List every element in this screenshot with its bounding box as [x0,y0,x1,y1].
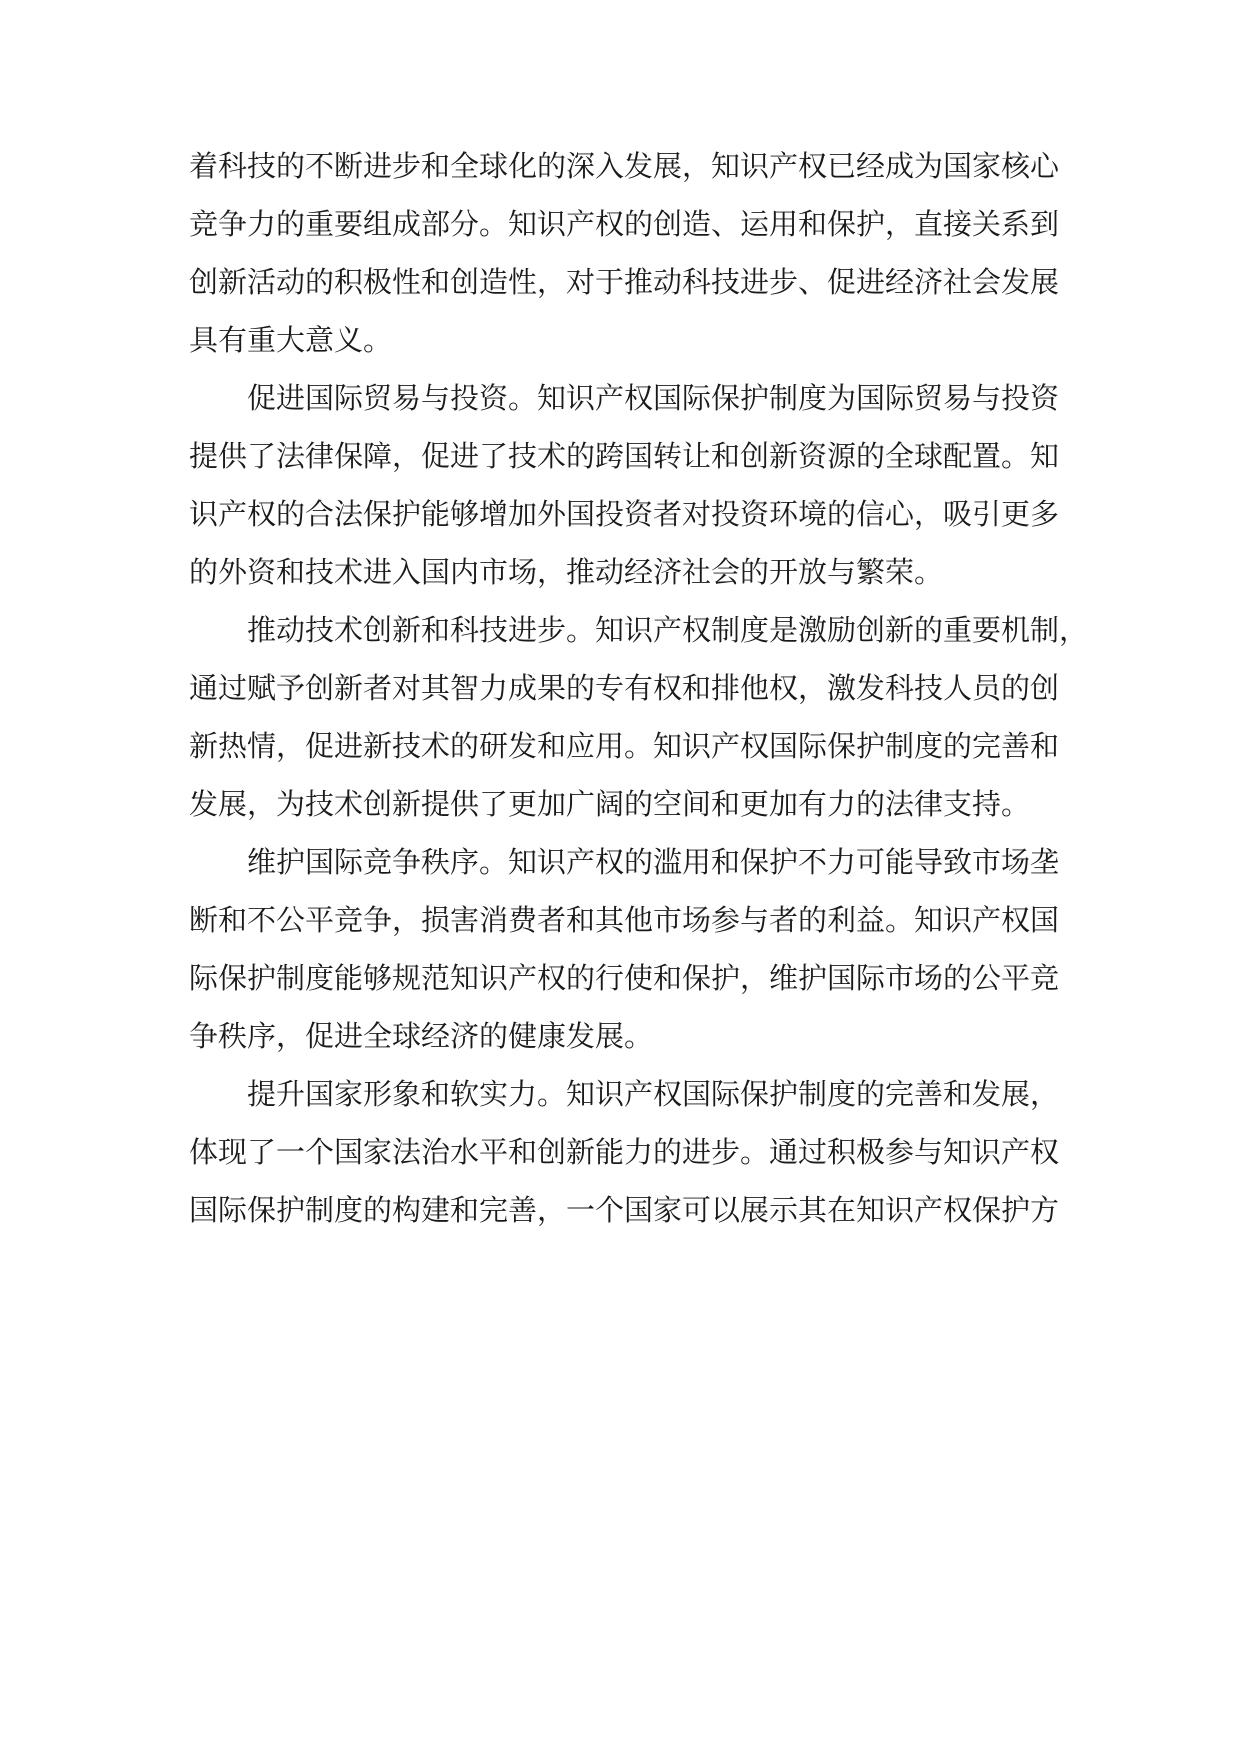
text-line: 识产权的合法保护能够增加外国投资者对投资环境的信心，吸引更多 [189,497,1060,531]
text-line: 际保护制度能够规范知识产权的行使和保护，维护国际市场的公平竞 [189,961,1060,995]
text-line: 断和不公平竞争，损害消费者和其他市场参与者的利益。知识产权国 [189,903,1060,937]
body-text [189,137,1089,1239]
paragraph [189,369,1060,601]
text-line: 具有重大意义。 [189,323,393,357]
text-line: 争秩序，促进全球经济的健康发展。 [189,1019,654,1053]
paragraph [189,137,1060,369]
text-line: 通过赋予创新者对其智力成果的专有权和排他权，激发科技人员的创 [189,671,1060,705]
paragraph [189,1065,1060,1239]
text-line: 体现了一个国家法治水平和创新能力的进步。通过积极参与知识产权 [189,1135,1060,1169]
paragraph [189,833,1060,1065]
text-line: 的外资和技术进入国内市场，推动经济社会的开放与繁荣。 [189,555,944,589]
text-line: 国际保护制度的构建和完善，一个国家可以展示其在知识产权保护方 [189,1193,1060,1227]
text-line: 竞争力的重要组成部分。知识产权的创造、运用和保护，直接关系到 [189,207,1060,241]
text-line: 提升国家形象和软实力。知识产权国际保护制度的完善和发展， [247,1077,1060,1111]
text-line: 发展，为技术创新提供了更加广阔的空间和更加有力的法律支持。 [189,787,1031,821]
text-line: 创新活动的积极性和创造性，对于推动科技进步、促进经济社会发展 [189,265,1060,299]
text-line: 提供了法律保障，促进了技术的跨国转让和创新资源的全球配置。知 [189,439,1060,473]
text-line: 推动技术创新和科技进步。知识产权制度是激励创新的重要机制， [247,613,1089,647]
paragraph [189,601,1089,833]
text-line: 新热情，促进新技术的研发和应用。知识产权国际保护制度的完善和 [189,729,1060,763]
text-line: 着科技的不断进步和全球化的深入发展，知识产权已经成为国家核心 [189,149,1060,183]
text-line: 促进国际贸易与投资。知识产权国际保护制度为国际贸易与投资 [247,381,1060,415]
text-line: 维护国际竞争秩序。知识产权的滥用和保护不力可能导致市场垄 [247,845,1060,879]
